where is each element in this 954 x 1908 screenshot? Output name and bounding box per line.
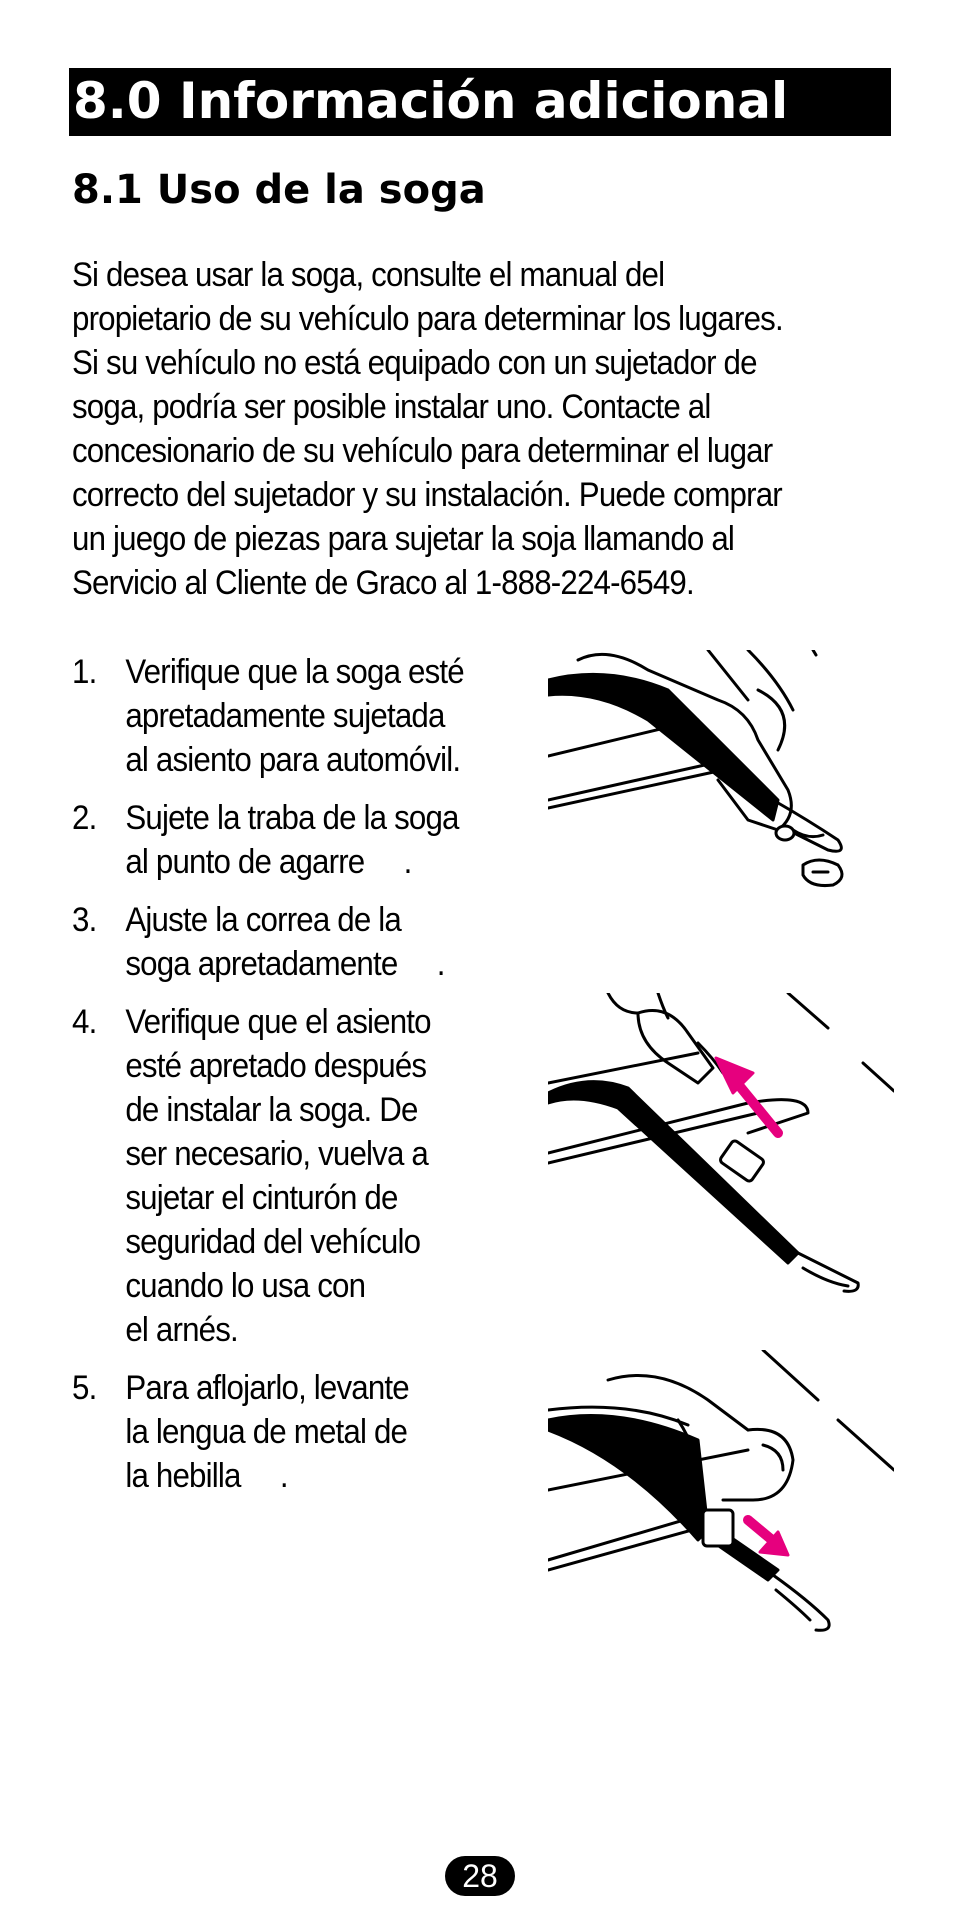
intro-line: Servicio al Cliente de Graco al 1-888-224-6549. [72,564,694,602]
step-line: de instalar la soga. De [125,1091,418,1129]
step-line: cuando lo usa con [125,1267,366,1305]
step-line: el arnés. [125,1311,238,1349]
step-number: 5. [72,1369,97,1407]
step-number: 2. [72,799,97,837]
intro-line: Si su vehículo no está equipado con un sujetador de [72,344,757,382]
step-number: 1. [72,653,97,691]
page-number: 28 [445,1856,515,1896]
step-line: la lengua de metal de [125,1413,408,1451]
step-1 [72,650,504,782]
intro-line: soga, podría ser posible instalar uno. Contacte al [72,388,711,426]
step-line: soga apretadamente . [125,945,445,983]
step-5 [72,1366,504,1498]
step-line: seguridad del vehículo [125,1223,421,1261]
step-line: ser necesario, vuelva a [125,1135,428,1173]
step-line: Ajuste la correa de la [125,901,402,939]
subsection-title: 8.1 Uso de la soga [72,167,486,213]
hand-tightening-tether-strap-icon [548,993,894,1293]
step-3 [72,898,504,986]
step-line: Para aflojarlo, levante [125,1369,409,1407]
step-line: Verifique que el asiento [125,1003,431,1041]
step-line: esté apretado después [125,1047,427,1085]
step-line: Verifique que la soga esté [125,653,464,691]
step-line: sujetar el cinturón de [125,1179,398,1217]
intro-line: un juego de piezas para sujetar la soja llamando al [72,520,735,558]
step-number: 3. [72,901,97,939]
step-line: Sujete la traba de la soga [125,799,459,837]
intro-line: concesionario de su vehículo para determinar el lugar [72,432,773,470]
step-number: 4. [72,1003,97,1041]
intro-paragraph [72,253,836,605]
intro-line: Si desea usar la soga, consulte el manual del [72,256,665,294]
intro-line: propietario de su vehículo para determinar los lugares. [72,300,783,338]
step-line: la hebilla . [125,1457,288,1495]
step-line: al asiento para automóvil. [125,741,461,779]
hand-attaching-tether-hook-icon [548,650,894,895]
step-line: al punto de agarre . [125,843,412,881]
step-line: apretadamente sujetada [125,697,445,735]
steps-list [72,650,504,1512]
step-2 [72,796,504,884]
intro-line: correcto del sujetador y su instalación. Puede comprar [72,476,782,514]
section-title: 8.0 Información adicional [69,68,891,136]
hand-releasing-tether-buckle-icon [548,1350,894,1640]
step-4 [72,1000,504,1352]
